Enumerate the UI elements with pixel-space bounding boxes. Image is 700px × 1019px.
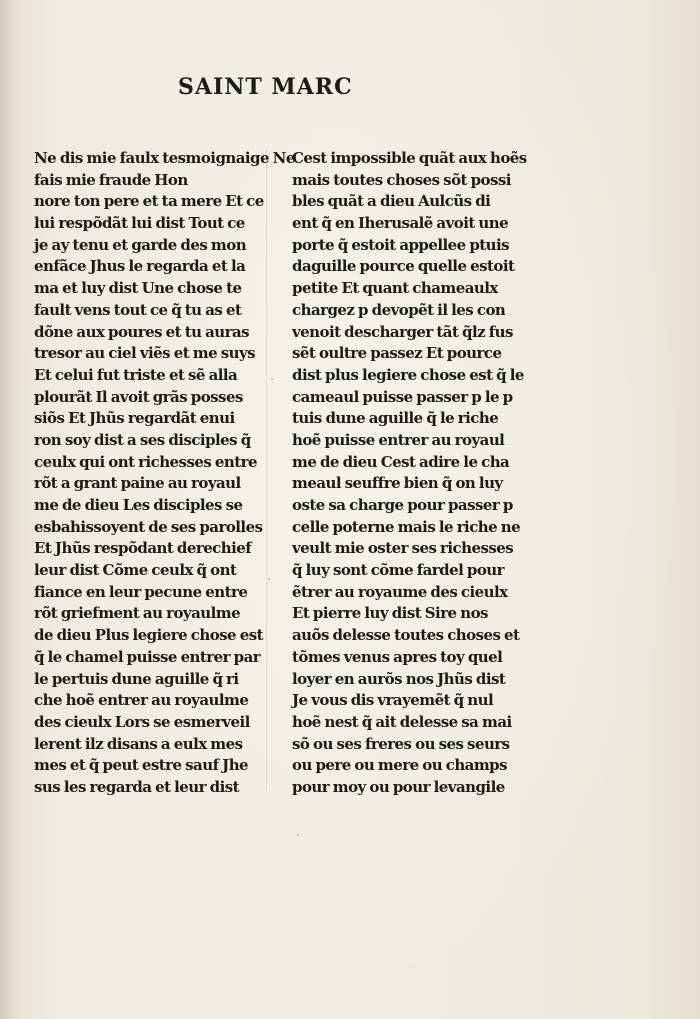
- right-column-line: pour moy ou pour levangile: [292, 777, 505, 796]
- left-column-line: nore ton pere et ta mere Et ce: [34, 192, 264, 211]
- left-column-line: fiance en leur pecune entre: [34, 582, 248, 601]
- left-column-line: ceulx qui ont richesses entre: [34, 452, 257, 471]
- right-column-line: petite Et quant chameaulx: [292, 279, 498, 298]
- right-text-column: [292, 148, 527, 799]
- left-column-line: rõt griefment au royaulme: [34, 604, 241, 623]
- left-column-line: siõs Et Jhũs regardãt enui: [34, 409, 235, 428]
- left-column-line: Et Jhũs respõdant derechief: [34, 539, 252, 558]
- left-column-line: enfãce Jhus le regarda et la: [34, 257, 246, 276]
- right-column-line: hoẽ nest q̃ ait delesse sa mai: [292, 712, 512, 731]
- right-column-line: sẽt oultre passez Et pource: [292, 344, 502, 363]
- right-column-line: celle poterne mais le riche ne: [292, 517, 521, 536]
- right-column-line: me de dieu Cest adire le cha: [292, 452, 510, 471]
- left-column-line: dõne aux poures et tu auras: [34, 322, 250, 341]
- left-column-line: esbahissoyent de ses parolles: [34, 517, 263, 536]
- left-column-line: je ay tenu et garde des mon: [34, 235, 247, 254]
- right-column-line: ou pere ou mere ou champs: [292, 756, 507, 775]
- left-column-line: leur dist Cõme ceulx q̃ ont: [34, 561, 237, 580]
- right-column-line: meaul seuffre bien q̃ on luy: [292, 474, 503, 493]
- right-column-line: hoẽ puisse entrer au royaul: [292, 430, 505, 449]
- left-column-line: ma et luy dist Une chose te: [34, 279, 242, 298]
- paper-speck: [268, 578, 270, 580]
- left-column-line: Et celui fut triste et sẽ alla: [34, 365, 238, 384]
- running-head: SAINT MARC: [178, 74, 353, 100]
- left-column-line: de dieu Plus legiere chose est: [34, 626, 263, 645]
- left-column-line: che hoẽ entrer au royaulme: [34, 691, 249, 710]
- right-column-line: auõs delesse toutes choses et: [292, 626, 520, 645]
- left-column-line: Ne dis mie faulx tesmoignaige Ne: [34, 149, 295, 167]
- binding-shadow: [0, 0, 18, 1019]
- right-column-line: chargez p devopẽt il les con: [292, 300, 506, 319]
- right-column-line: loyer en aurõs nos Jhũs dist: [292, 669, 506, 688]
- column-gutter: [266, 150, 268, 790]
- left-text-column: [34, 148, 295, 799]
- left-column-line: me de dieu Les disciples se: [34, 496, 243, 514]
- right-column-line: cameaul puisse passer p le p: [292, 387, 513, 406]
- left-column-line: lui respõdãt lui dist Tout ce: [34, 214, 245, 233]
- right-column-line: sõ ou ses freres ou ses seurs: [292, 734, 510, 753]
- right-column-line: veult mie oster ses richesses: [292, 539, 514, 558]
- right-column-line: daguille pource quelle estoit: [292, 257, 515, 276]
- right-column-line: tuis dune aguille q̃ le riche: [292, 409, 499, 428]
- left-column-line: mes et q̃ peut estre sauf Jhe: [34, 756, 249, 775]
- right-column-line: q̃ luy sont cõme fardel pour: [292, 561, 505, 580]
- left-column-line: lerent ilz disans a eulx mes: [34, 734, 243, 753]
- right-column-line: oste sa charge pour passer p: [292, 496, 513, 514]
- left-column-line: rõt a grant paine au royaul: [34, 474, 241, 493]
- right-column-line: porte q̃ estoit appellee ptuis: [292, 235, 510, 254]
- left-column-line: tresor au ciel viẽs et me suys: [34, 344, 256, 363]
- left-column-line: q̃ le chamel puisse entrer par: [34, 647, 261, 666]
- right-column-line: Je vous dis vrayemẽt q̃ nul: [292, 691, 494, 710]
- left-column-line: le pertuis dune aguille q̃ ri: [34, 669, 239, 688]
- left-column-line: ron soy dist a ses disciples q̃: [34, 430, 251, 449]
- paper-speck: [297, 834, 299, 836]
- right-column-line: ẽtrer au royaume des cieulx: [292, 582, 508, 601]
- right-column-line: venoit descharger tãt q̃lz fus: [292, 322, 513, 341]
- left-column-line: fault vens tout ce q̃ tu as et: [34, 300, 242, 319]
- right-column-line: ent q̃ en Iherusalẽ avoit une: [292, 214, 509, 233]
- right-column-line: tõmes venus apres toy quel: [292, 647, 503, 666]
- right-column-line: Et pierre luy dist Sire nos: [292, 604, 488, 623]
- left-column-line: sus les regarda et leur dist: [34, 777, 240, 796]
- right-column-line: Cest impossible quãt aux hoẽs: [292, 149, 527, 167]
- left-column-line: fais mie fraude Hon: [34, 170, 188, 189]
- right-column-line: mais toutes choses sõt possi: [292, 170, 511, 189]
- right-column-line: dist plus legiere chose est q̃ le: [292, 365, 524, 384]
- left-column-line: des cieulx Lors se esmerveil: [34, 712, 250, 731]
- paper-speck: [271, 378, 273, 380]
- left-column-line: plourãt Il avoit grãs posses: [34, 387, 243, 406]
- right-column-line: bles quãt a dieu Aulcũs di: [292, 192, 491, 211]
